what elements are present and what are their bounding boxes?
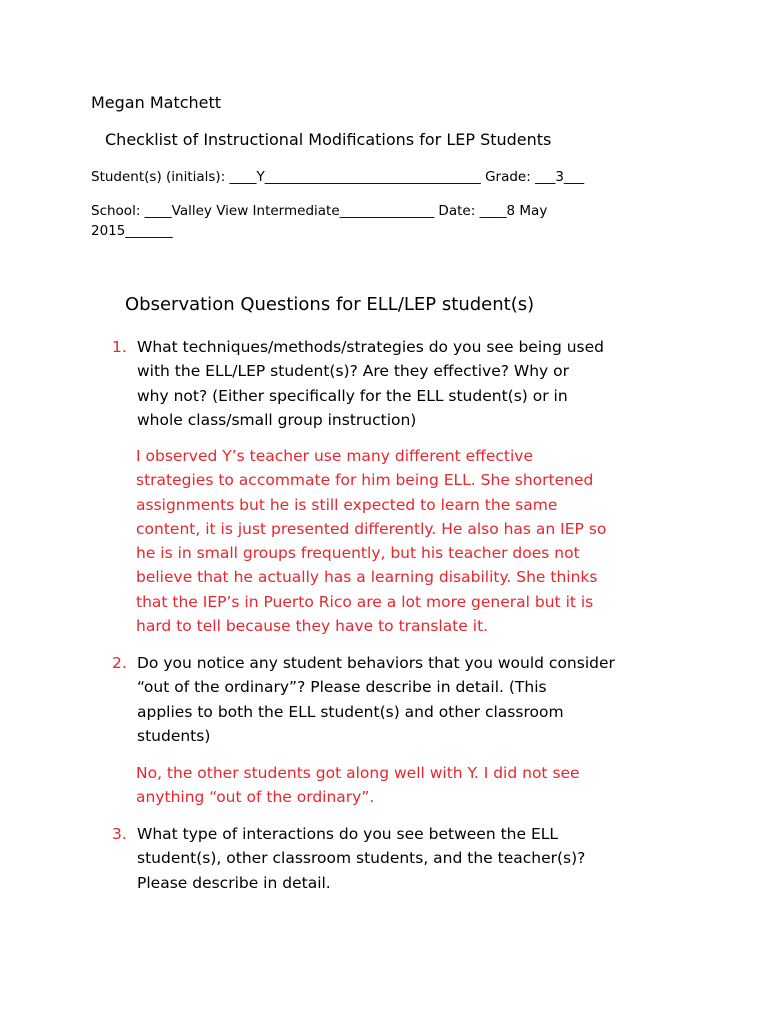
question-text: Do you notice any student behaviors that you would consider “out of the ordinary”? Please describe in detail. (This applies to both the ELL student(s) and other classroom students) [137, 654, 615, 745]
answer-1: I observed Y’s teacher use many different effective strategies to accommate for him being ELL. She shortened assignments but he is still expected to learn the same content, it is just presented differently. He also has an IEP so he is in small groups frequently, but his teacher does not believe that he actually has a learning disability. She thinks that the IEP’s in Puerto Rico are a lot more general but it is hard to tell because they have to translate it. [136, 447, 607, 636]
question-number: 2. [112, 654, 127, 672]
student-line: Student(s) (initials): ____Y________________________________ Grade: ___3___ [91, 169, 585, 185]
school-line: School: ____Valley View Intermediate______________ Date: ____8 May [91, 203, 548, 219]
question-text: What type of interactions do you see between the ELL student(s), other classroom students, and the teacher(s)? Please describe in detail. [137, 825, 586, 892]
question-number: 3. [112, 825, 127, 843]
author-name: Megan Matchett [91, 93, 222, 112]
question-text: What techniques/methods/strategies do you see being used with the ELL/LEP student(s)? Are they effective? Why or why not? (Either specifically for the ELL student(s) or in whole class/small group instruction) [137, 338, 604, 429]
answer-2: No, the other students got along well with Y. I did not see anything “out of the ordinary”. [136, 764, 580, 807]
section-heading: Observation Questions for ELL/LEP student(s) [125, 294, 535, 315]
question-number: 1. [112, 338, 127, 356]
document-title: Checklist of Instructional Modifications for LEP Students [105, 130, 552, 149]
school-line-continued: 2015_______ [91, 223, 173, 239]
